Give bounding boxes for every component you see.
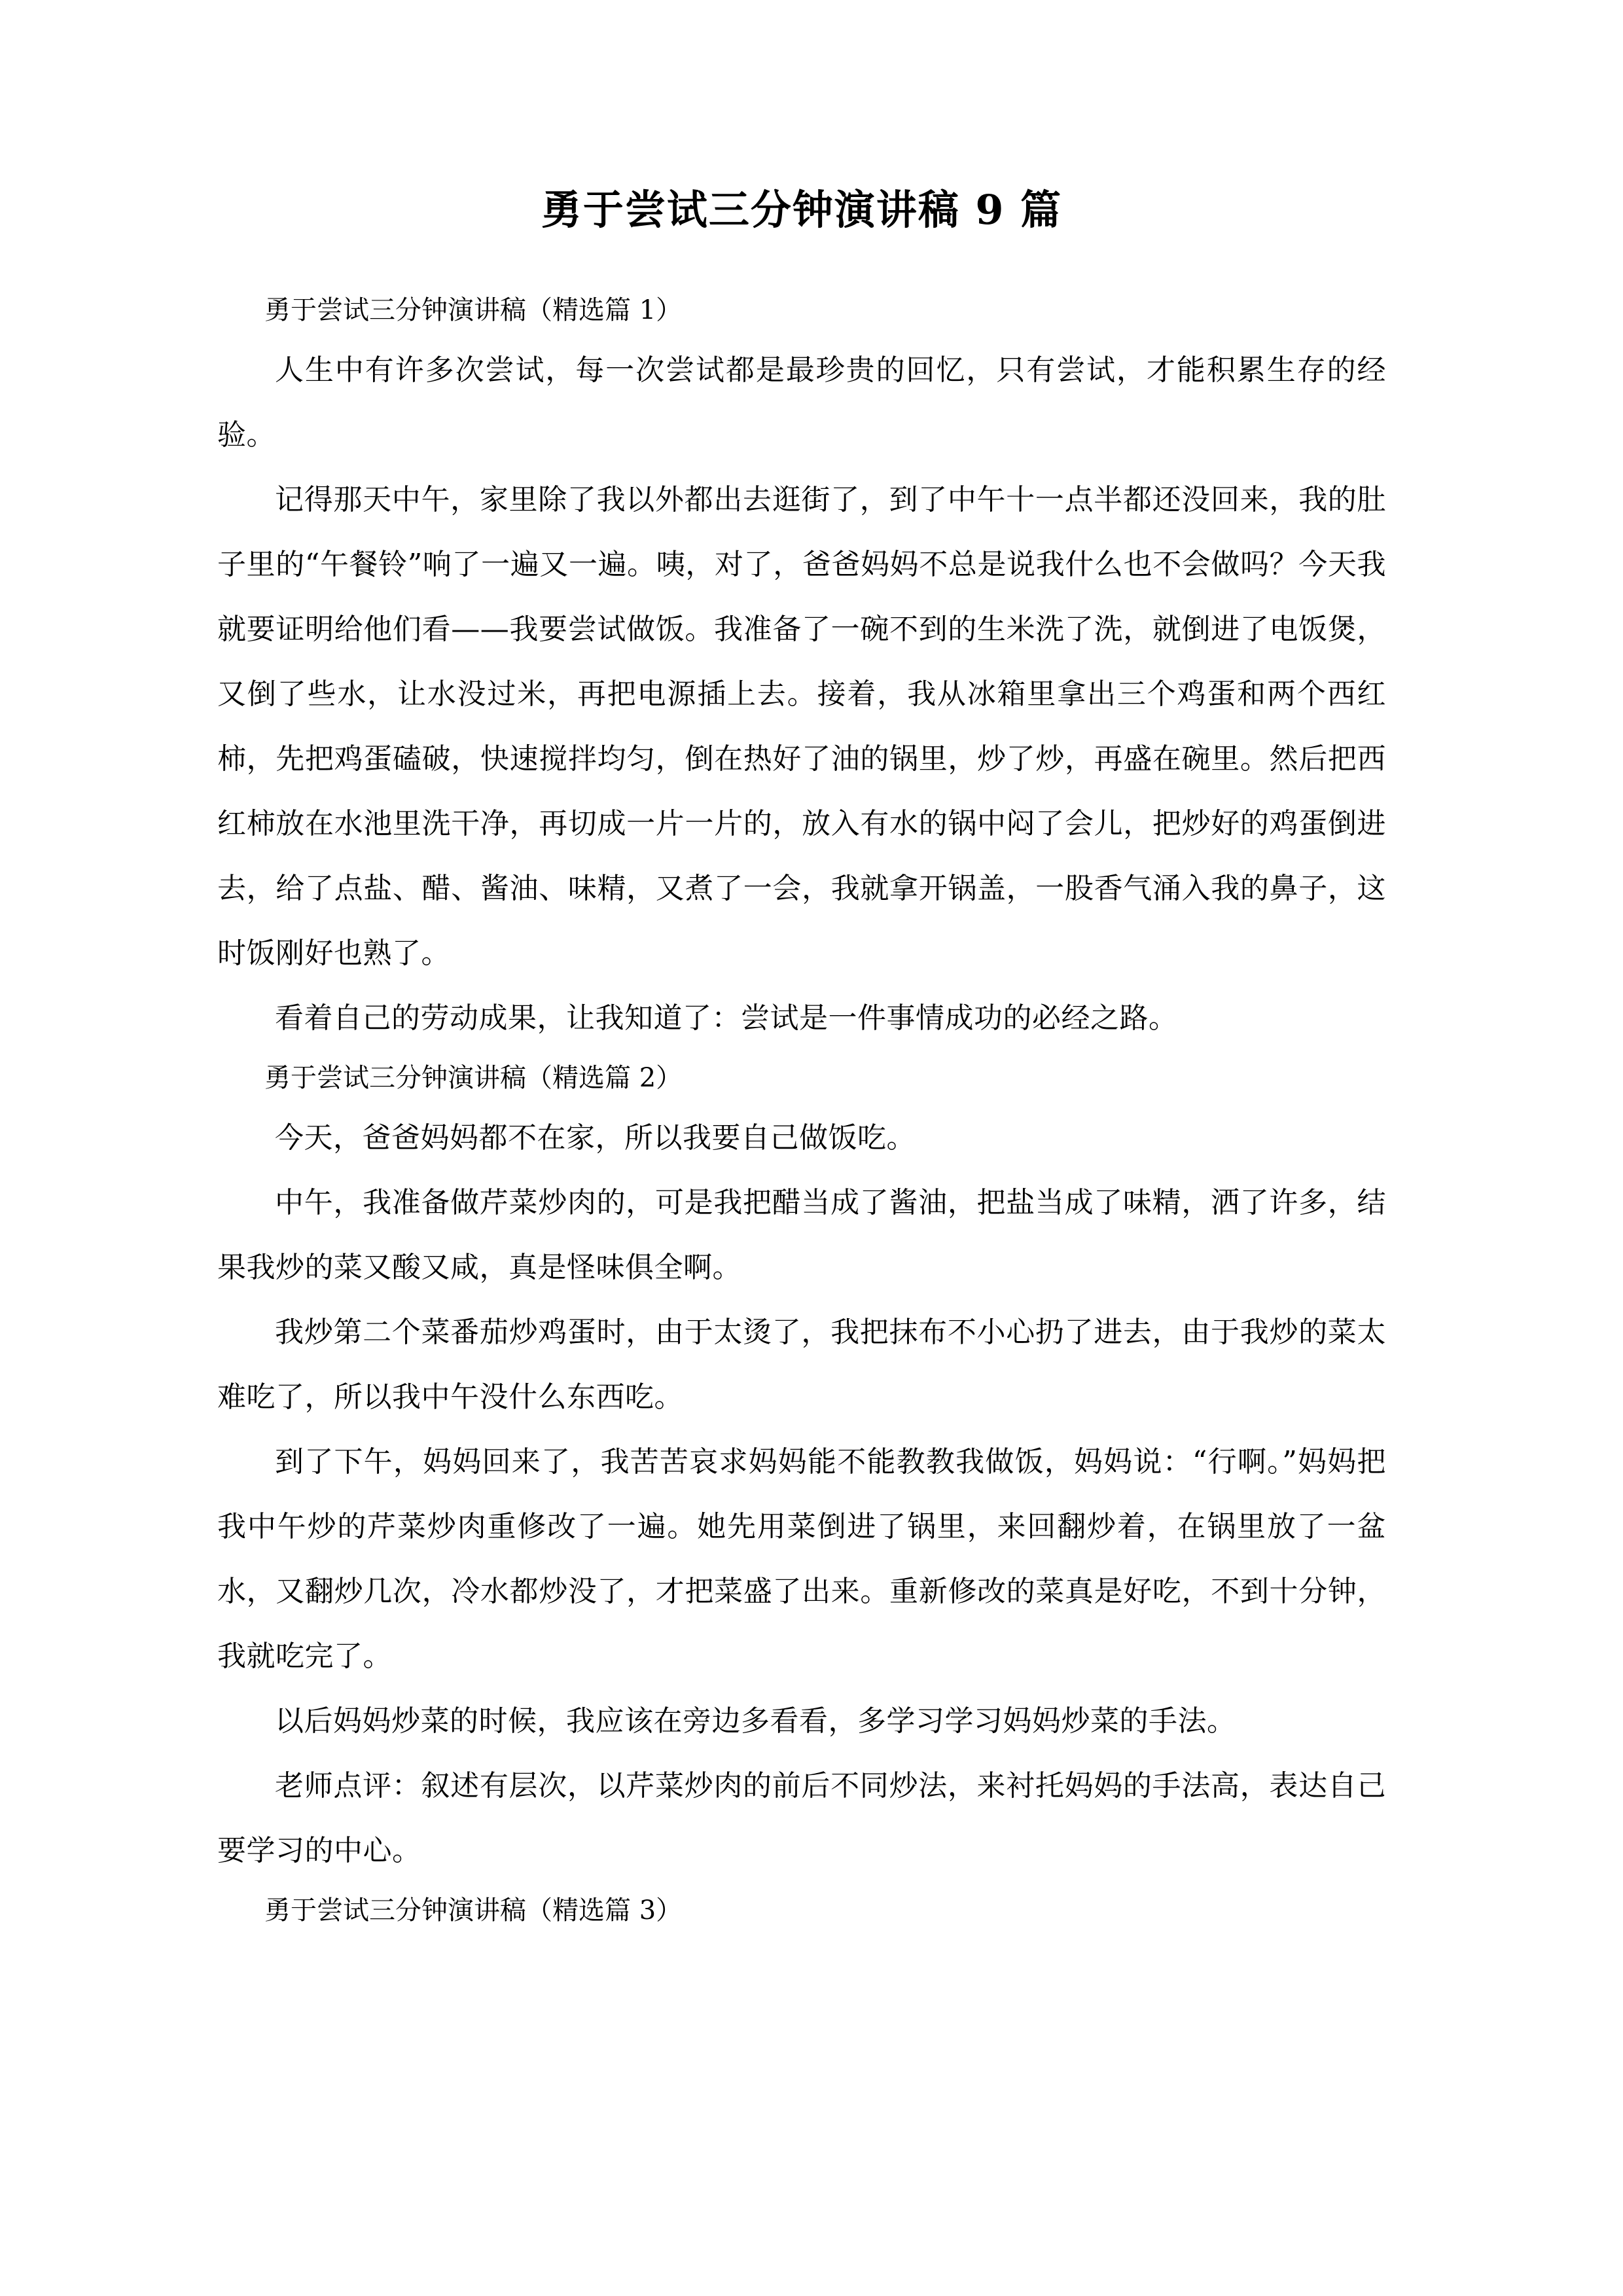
body-paragraph: 看着自己的劳动成果，让我知道了：尝试是一件事情成功的必经之路。	[275, 1001, 1178, 1035]
page-content	[217, 0, 1386, 1938]
section-heading: 勇于尝试三分钟演讲稿（精选篇 3）	[264, 1895, 683, 1926]
section-heading: 勇于尝试三分钟演讲稿（精选篇 2）	[264, 1063, 683, 1093]
body-paragraph: 我炒第二个菜番茄炒鸡蛋时，由于太烫了，我把抹布不小心扔了进去，由于我炒的菜太难吃了，所以我中午没什么东西吃。	[217, 1316, 1386, 1414]
title-spacer	[217, 230, 1386, 283]
body-paragraph: 记得那天中午，家里除了我以外都出去逛街了，到了中午十一点半都还没回来，我的肚子里的“午餐铃”响了一遍又一遍。咦，对了，爸爸妈妈不总是说我什么也不会做吗？今天我就要证明给他们看——我要尝试做饭。我准备了一碗不到的生米洗了洗，就倒进了电饭煲，又倒了些水，让水没过米，再把电源插上去。接着，我从冰箱里拿出三个鸡蛋和两个西红柿，先把鸡蛋磕破，快速搅拌均匀，倒在热好了油的锅里，炒了炒，再盛在碗里。然后把西红柿放在水池里洗干净，再切成一片一片的，放入有水的锅中闷了会儿，把炒好的鸡蛋倒进去，给了点盐、醋、酱油、味精，又煮了一会，我就拿开锅盖，一股香气涌入我的鼻子，这时饭刚好也熟了。	[217, 483, 1386, 970]
document-body	[217, 283, 1386, 1938]
body-paragraph: 以后妈妈炒菜的时候，我应该在旁边多看看，多学习学习妈妈炒菜的手法。	[275, 1704, 1236, 1738]
body-paragraph: 中午，我准备做芹菜炒肉的，可是我把醋当成了酱油，把盐当成了味精，洒了许多，结果我炒的菜又酸又咸，真是怪味俱全啊。	[217, 1186, 1386, 1284]
body-paragraph: 老师点评：叙述有层次，以芹菜炒肉的前后不同炒法，来衬托妈妈的手法高，表达自己要学习的中心。	[217, 1769, 1386, 1867]
body-paragraph: 今天，爸爸妈妈都不在家，所以我要自己做饭吃。	[275, 1121, 916, 1155]
section-heading: 勇于尝试三分钟演讲稿（精选篇 1）	[264, 295, 683, 325]
body-paragraph: 人生中有许多次尝试，每一次尝试都是最珍贵的回忆，只有尝试，才能积累生存的经验。	[217, 353, 1386, 452]
page-title: 勇于尝试三分钟演讲稿 9 篇	[541, 186, 1063, 234]
body-paragraph: 到了下午，妈妈回来了，我苦苦哀求妈妈能不能教教我做饭，妈妈说：“行啊。”妈妈把我中午炒的芹菜炒肉重修改了一遍。她先用菜倒进了锅里，来回翻炒着，在锅里放了一盆水，又翻炒几次，冷水都炒没了，才把菜盛了出来。重新修改的菜真是好吃，不到十分钟，我就吃完了。	[217, 1445, 1386, 1673]
